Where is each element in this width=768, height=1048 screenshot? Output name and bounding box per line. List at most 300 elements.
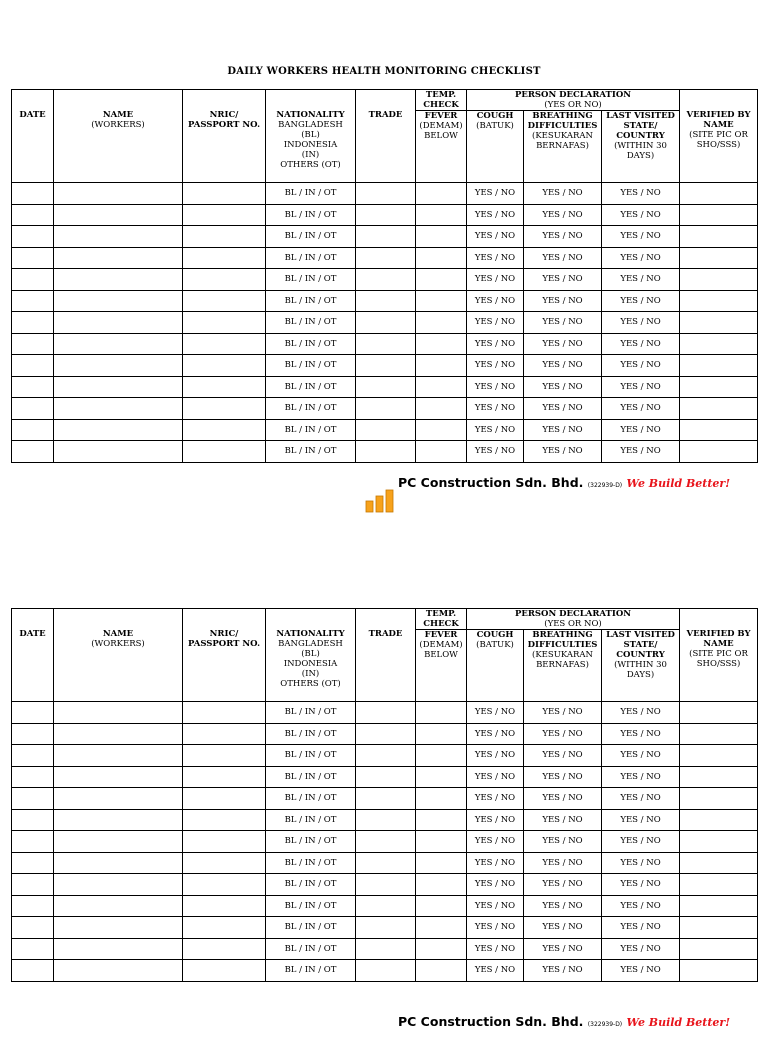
cell-date[interactable] [12, 269, 54, 291]
cell-breathing: YES / NO [524, 852, 602, 874]
cell-verified-by[interactable] [680, 398, 758, 420]
cell-name[interactable] [54, 312, 183, 334]
cell-verified-by[interactable] [680, 831, 758, 853]
cell-last-visited: YES / NO [602, 247, 680, 269]
company-slogan: We Build Better! [626, 1016, 731, 1029]
table-row [12, 183, 758, 205]
cell-fever[interactable] [416, 269, 467, 291]
company-regno: (322939-D) [587, 1021, 623, 1028]
cell-name[interactable] [54, 226, 183, 248]
cell-nric[interactable] [183, 938, 266, 960]
cell-breathing: YES / NO [524, 809, 602, 831]
company-name: PC Construction Sdn. Bhd. [398, 1014, 584, 1029]
cell-trade[interactable] [356, 312, 416, 334]
cell-last-visited: YES / NO [602, 917, 680, 939]
cell-name[interactable] [54, 702, 183, 724]
cell-fever[interactable] [416, 809, 467, 831]
cell-verified-by[interactable] [680, 917, 758, 939]
cell-verified-by[interactable] [680, 290, 758, 312]
cell-verified-by[interactable] [680, 874, 758, 896]
cell-nationality: BL / IN / OT [266, 831, 356, 853]
cell-fever[interactable] [416, 917, 467, 939]
cell-trade[interactable] [356, 355, 416, 377]
cell-name[interactable] [54, 766, 183, 788]
cell-cough: YES / NO [467, 766, 524, 788]
cell-nric[interactable] [183, 441, 266, 463]
cell-verified-by[interactable] [680, 355, 758, 377]
cell-last-visited: YES / NO [602, 831, 680, 853]
cell-date[interactable] [12, 398, 54, 420]
header-nationality: NATIONALITY BANGLADESH (BL) INDONESIA (IN) OTHERS (OT) [266, 609, 356, 702]
cell-last-visited: YES / NO [602, 312, 680, 334]
cell-last-visited: YES / NO [602, 398, 680, 420]
cell-last-visited: YES / NO [602, 355, 680, 377]
cell-trade[interactable] [356, 398, 416, 420]
cell-last-visited: YES / NO [602, 441, 680, 463]
header-temp-check: TEMP. CHECK [416, 90, 467, 111]
table-row [12, 895, 758, 917]
cell-nric[interactable] [183, 419, 266, 441]
company-slogan: We Build Better! [626, 477, 731, 490]
cell-verified-by[interactable] [680, 376, 758, 398]
cell-trade[interactable] [356, 723, 416, 745]
cell-fever[interactable] [416, 204, 467, 226]
cell-name[interactable] [54, 419, 183, 441]
cell-nationality: BL / IN / OT [266, 766, 356, 788]
cell-date[interactable] [12, 960, 54, 982]
cell-nationality: BL / IN / OT [266, 290, 356, 312]
header-fever: FEVER (DEMAM) BELOW [416, 630, 467, 702]
cell-breathing: YES / NO [524, 183, 602, 205]
table-row [12, 204, 758, 226]
cell-cough: YES / NO [467, 895, 524, 917]
cell-trade[interactable] [356, 183, 416, 205]
cell-nationality: BL / IN / OT [266, 809, 356, 831]
cell-last-visited: YES / NO [602, 419, 680, 441]
cell-name[interactable] [54, 831, 183, 853]
cell-verified-by[interactable] [680, 247, 758, 269]
cell-breathing: YES / NO [524, 247, 602, 269]
cell-last-visited: YES / NO [602, 269, 680, 291]
cell-last-visited: YES / NO [602, 204, 680, 226]
cell-verified-by[interactable] [680, 960, 758, 982]
table-row [12, 788, 758, 810]
checklist-rows [12, 702, 758, 982]
cell-nric[interactable] [183, 290, 266, 312]
checklist-table-2 [11, 608, 758, 982]
table-row [12, 960, 758, 982]
cell-nationality: BL / IN / OT [266, 917, 356, 939]
cell-breathing: YES / NO [524, 333, 602, 355]
cell-breathing: YES / NO [524, 398, 602, 420]
cell-nric[interactable] [183, 247, 266, 269]
cell-nationality: BL / IN / OT [266, 355, 356, 377]
cell-breathing: YES / NO [524, 938, 602, 960]
cell-verified-by[interactable] [680, 204, 758, 226]
cell-verified-by[interactable] [680, 938, 758, 960]
cell-date[interactable] [12, 226, 54, 248]
cell-breathing: YES / NO [524, 960, 602, 982]
cell-cough: YES / NO [467, 355, 524, 377]
cell-name[interactable] [54, 441, 183, 463]
cell-nationality: BL / IN / OT [266, 723, 356, 745]
cell-cough: YES / NO [467, 226, 524, 248]
table-row [12, 269, 758, 291]
cell-breathing: YES / NO [524, 312, 602, 334]
cell-nric[interactable] [183, 723, 266, 745]
cell-nric[interactable] [183, 398, 266, 420]
company-line [398, 1014, 730, 1029]
cell-fever[interactable] [416, 723, 467, 745]
cell-nric[interactable] [183, 333, 266, 355]
cell-fever[interactable] [416, 398, 467, 420]
cell-trade[interactable] [356, 788, 416, 810]
cell-trade[interactable] [356, 419, 416, 441]
cell-fever[interactable] [416, 874, 467, 896]
cell-breathing: YES / NO [524, 874, 602, 896]
cell-trade[interactable] [356, 204, 416, 226]
cell-date[interactable] [12, 441, 54, 463]
cell-nric[interactable] [183, 831, 266, 853]
table-row [12, 745, 758, 767]
cell-date[interactable] [12, 874, 54, 896]
table-row [12, 355, 758, 377]
cell-fever[interactable] [416, 355, 467, 377]
table-row [12, 290, 758, 312]
cell-verified-by[interactable] [680, 766, 758, 788]
cell-last-visited: YES / NO [602, 938, 680, 960]
cell-date[interactable] [12, 312, 54, 334]
cell-name[interactable] [54, 376, 183, 398]
cell-nric[interactable] [183, 183, 266, 205]
cell-name[interactable] [54, 723, 183, 745]
cell-trade[interactable] [356, 745, 416, 767]
cell-verified-by[interactable] [680, 852, 758, 874]
cell-nationality: BL / IN / OT [266, 895, 356, 917]
table-row [12, 226, 758, 248]
table-row [12, 874, 758, 896]
cell-fever[interactable] [416, 419, 467, 441]
header-fever: FEVER (DEMAM) BELOW [416, 111, 467, 183]
header-person-declaration: PERSON DECLARATION (YES OR NO) [467, 609, 680, 630]
cell-trade[interactable] [356, 831, 416, 853]
cell-nric[interactable] [183, 788, 266, 810]
cell-breathing: YES / NO [524, 290, 602, 312]
cell-cough: YES / NO [467, 333, 524, 355]
header-date: DATE [12, 90, 54, 183]
cell-cough: YES / NO [467, 312, 524, 334]
cell-fever[interactable] [416, 960, 467, 982]
header-person-declaration: PERSON DECLARATION (YES OR NO) [467, 90, 680, 111]
header-breathing: BREATHING DIFFICULTIES (KESUKARAN BERNAFAS) [524, 630, 602, 702]
table-row [12, 398, 758, 420]
cell-last-visited: YES / NO [602, 376, 680, 398]
cell-name[interactable] [54, 938, 183, 960]
cell-fever[interactable] [416, 831, 467, 853]
cell-nationality: BL / IN / OT [266, 874, 356, 896]
cell-nationality: BL / IN / OT [266, 247, 356, 269]
cell-date[interactable] [12, 745, 54, 767]
cell-verified-by[interactable] [680, 788, 758, 810]
cell-fever[interactable] [416, 852, 467, 874]
cell-name[interactable] [54, 183, 183, 205]
header-temp-check: TEMP. CHECK [416, 609, 467, 630]
cell-cough: YES / NO [467, 809, 524, 831]
cell-name[interactable] [54, 355, 183, 377]
cell-date[interactable] [12, 247, 54, 269]
cell-date[interactable] [12, 204, 54, 226]
cell-fever[interactable] [416, 290, 467, 312]
cell-nric[interactable] [183, 874, 266, 896]
cell-last-visited: YES / NO [602, 702, 680, 724]
cell-trade[interactable] [356, 766, 416, 788]
cell-date[interactable] [12, 183, 54, 205]
cell-nationality: BL / IN / OT [266, 852, 356, 874]
cell-date[interactable] [12, 831, 54, 853]
header-trade: TRADE [356, 90, 416, 183]
cell-name[interactable] [54, 852, 183, 874]
cell-cough: YES / NO [467, 419, 524, 441]
cell-nric[interactable] [183, 269, 266, 291]
cell-cough: YES / NO [467, 441, 524, 463]
cell-verified-by[interactable] [680, 312, 758, 334]
cell-date[interactable] [12, 938, 54, 960]
header-cough: COUGH (BATUK) [467, 630, 524, 702]
cell-cough: YES / NO [467, 960, 524, 982]
cell-verified-by[interactable] [680, 269, 758, 291]
cell-nationality: BL / IN / OT [266, 702, 356, 724]
cell-date[interactable] [12, 917, 54, 939]
cell-name[interactable] [54, 204, 183, 226]
cell-fever[interactable] [416, 333, 467, 355]
table-row [12, 723, 758, 745]
cell-last-visited: YES / NO [602, 290, 680, 312]
cell-fever[interactable] [416, 895, 467, 917]
cell-nric[interactable] [183, 376, 266, 398]
cell-nric[interactable] [183, 702, 266, 724]
cell-nationality: BL / IN / OT [266, 312, 356, 334]
cell-nationality: BL / IN / OT [266, 376, 356, 398]
cell-trade[interactable] [356, 333, 416, 355]
table-row [12, 419, 758, 441]
header-nationality: NATIONALITY BANGLADESH (BL) INDONESIA (IN) OTHERS (OT) [266, 90, 356, 183]
cell-trade[interactable] [356, 247, 416, 269]
cell-last-visited: YES / NO [602, 788, 680, 810]
checklist-table-1 [11, 89, 758, 463]
cell-fever[interactable] [416, 226, 467, 248]
cell-name[interactable] [54, 809, 183, 831]
cell-last-visited: YES / NO [602, 895, 680, 917]
cell-name[interactable] [54, 895, 183, 917]
cell-cough: YES / NO [467, 852, 524, 874]
cell-date[interactable] [12, 895, 54, 917]
cell-trade[interactable] [356, 702, 416, 724]
cell-fever[interactable] [416, 376, 467, 398]
cell-cough: YES / NO [467, 788, 524, 810]
cell-breathing: YES / NO [524, 355, 602, 377]
cell-name[interactable] [54, 333, 183, 355]
cell-nationality: BL / IN / OT [266, 788, 356, 810]
cell-breathing: YES / NO [524, 745, 602, 767]
cell-date[interactable] [12, 852, 54, 874]
cell-verified-by[interactable] [680, 723, 758, 745]
cell-nric[interactable] [183, 895, 266, 917]
cell-last-visited: YES / NO [602, 226, 680, 248]
table-row [12, 376, 758, 398]
company-name: PC Construction Sdn. Bhd. [398, 475, 584, 490]
header-last-visited: LAST VISITED STATE/ COUNTRY (WITHIN 30 DAYS) [602, 630, 680, 702]
cell-breathing: YES / NO [524, 766, 602, 788]
table-row [12, 852, 758, 874]
cell-verified-by[interactable] [680, 226, 758, 248]
cell-nric[interactable] [183, 960, 266, 982]
cell-fever[interactable] [416, 938, 467, 960]
cell-last-visited: YES / NO [602, 333, 680, 355]
table-row [12, 917, 758, 939]
cell-trade[interactable] [356, 874, 416, 896]
cell-nric[interactable] [183, 917, 266, 939]
cell-breathing: YES / NO [524, 269, 602, 291]
cell-fever[interactable] [416, 312, 467, 334]
cell-trade[interactable] [356, 441, 416, 463]
cell-fever[interactable] [416, 183, 467, 205]
cell-verified-by[interactable] [680, 441, 758, 463]
cell-verified-by[interactable] [680, 809, 758, 831]
cell-trade[interactable] [356, 960, 416, 982]
cell-date[interactable] [12, 333, 54, 355]
cell-fever[interactable] [416, 247, 467, 269]
cell-trade[interactable] [356, 290, 416, 312]
cell-fever[interactable] [416, 766, 467, 788]
cell-nric[interactable] [183, 204, 266, 226]
header-date: DATE [12, 609, 54, 702]
cell-cough: YES / NO [467, 917, 524, 939]
cell-verified-by[interactable] [680, 183, 758, 205]
cell-name[interactable] [54, 917, 183, 939]
cell-date[interactable] [12, 766, 54, 788]
cell-nationality: BL / IN / OT [266, 745, 356, 767]
company-footer [365, 1012, 731, 1048]
cell-date[interactable] [12, 702, 54, 724]
cell-cough: YES / NO [467, 269, 524, 291]
cell-cough: YES / NO [467, 702, 524, 724]
cell-nric[interactable] [183, 226, 266, 248]
cell-fever[interactable] [416, 702, 467, 724]
cell-cough: YES / NO [467, 874, 524, 896]
cell-date[interactable] [12, 809, 54, 831]
company-footer [365, 473, 731, 509]
cell-name[interactable] [54, 398, 183, 420]
document-title: DAILY WORKERS HEALTH MONITORING CHECKLIST [227, 66, 541, 77]
cell-cough: YES / NO [467, 204, 524, 226]
cell-nric[interactable] [183, 355, 266, 377]
cell-trade[interactable] [356, 938, 416, 960]
cell-nationality: BL / IN / OT [266, 938, 356, 960]
table-row [12, 809, 758, 831]
cell-date[interactable] [12, 290, 54, 312]
cell-nric[interactable] [183, 809, 266, 831]
header-name: NAME (WORKERS) [54, 90, 183, 183]
cell-cough: YES / NO [467, 938, 524, 960]
cell-trade[interactable] [356, 226, 416, 248]
table-row [12, 702, 758, 724]
cell-fever[interactable] [416, 788, 467, 810]
cell-breathing: YES / NO [524, 702, 602, 724]
table-row [12, 938, 758, 960]
cell-name[interactable] [54, 960, 183, 982]
cell-breathing: YES / NO [524, 895, 602, 917]
cell-nationality: BL / IN / OT [266, 441, 356, 463]
cell-trade[interactable] [356, 895, 416, 917]
cell-trade[interactable] [356, 852, 416, 874]
cell-verified-by[interactable] [680, 702, 758, 724]
cell-breathing: YES / NO [524, 917, 602, 939]
cell-cough: YES / NO [467, 745, 524, 767]
table-row [12, 766, 758, 788]
company-line [398, 475, 730, 490]
cell-verified-by[interactable] [680, 419, 758, 441]
cell-last-visited: YES / NO [602, 960, 680, 982]
cell-date[interactable] [12, 788, 54, 810]
cell-trade[interactable] [356, 917, 416, 939]
cell-nationality: BL / IN / OT [266, 204, 356, 226]
cell-name[interactable] [54, 269, 183, 291]
cell-name[interactable] [54, 290, 183, 312]
cell-date[interactable] [12, 419, 54, 441]
cell-fever[interactable] [416, 745, 467, 767]
cell-breathing: YES / NO [524, 723, 602, 745]
cell-nric[interactable] [183, 852, 266, 874]
cell-name[interactable] [54, 874, 183, 896]
cell-cough: YES / NO [467, 831, 524, 853]
cell-name[interactable] [54, 788, 183, 810]
cell-nationality: BL / IN / OT [266, 419, 356, 441]
cell-fever[interactable] [416, 441, 467, 463]
cell-breathing: YES / NO [524, 441, 602, 463]
cell-verified-by[interactable] [680, 333, 758, 355]
cell-nric[interactable] [183, 745, 266, 767]
cell-name[interactable] [54, 745, 183, 767]
cell-last-visited: YES / NO [602, 874, 680, 896]
cell-breathing: YES / NO [524, 204, 602, 226]
cell-cough: YES / NO [467, 723, 524, 745]
cell-trade[interactable] [356, 376, 416, 398]
cell-nric[interactable] [183, 312, 266, 334]
cell-name[interactable] [54, 247, 183, 269]
table-row [12, 333, 758, 355]
cell-verified-by[interactable] [680, 745, 758, 767]
cell-trade[interactable] [356, 269, 416, 291]
header-trade: TRADE [356, 609, 416, 702]
cell-breathing: YES / NO [524, 226, 602, 248]
cell-cough: YES / NO [467, 398, 524, 420]
table-row [12, 441, 758, 463]
cell-last-visited: YES / NO [602, 766, 680, 788]
cell-date[interactable] [12, 355, 54, 377]
cell-date[interactable] [12, 723, 54, 745]
cell-nationality: BL / IN / OT [266, 226, 356, 248]
cell-nationality: BL / IN / OT [266, 269, 356, 291]
cell-last-visited: YES / NO [602, 852, 680, 874]
cell-nationality: BL / IN / OT [266, 333, 356, 355]
cell-last-visited: YES / NO [602, 723, 680, 745]
cell-nric[interactable] [183, 766, 266, 788]
cell-trade[interactable] [356, 809, 416, 831]
table-row [12, 247, 758, 269]
cell-date[interactable] [12, 376, 54, 398]
cell-verified-by[interactable] [680, 895, 758, 917]
cell-breathing: YES / NO [524, 788, 602, 810]
